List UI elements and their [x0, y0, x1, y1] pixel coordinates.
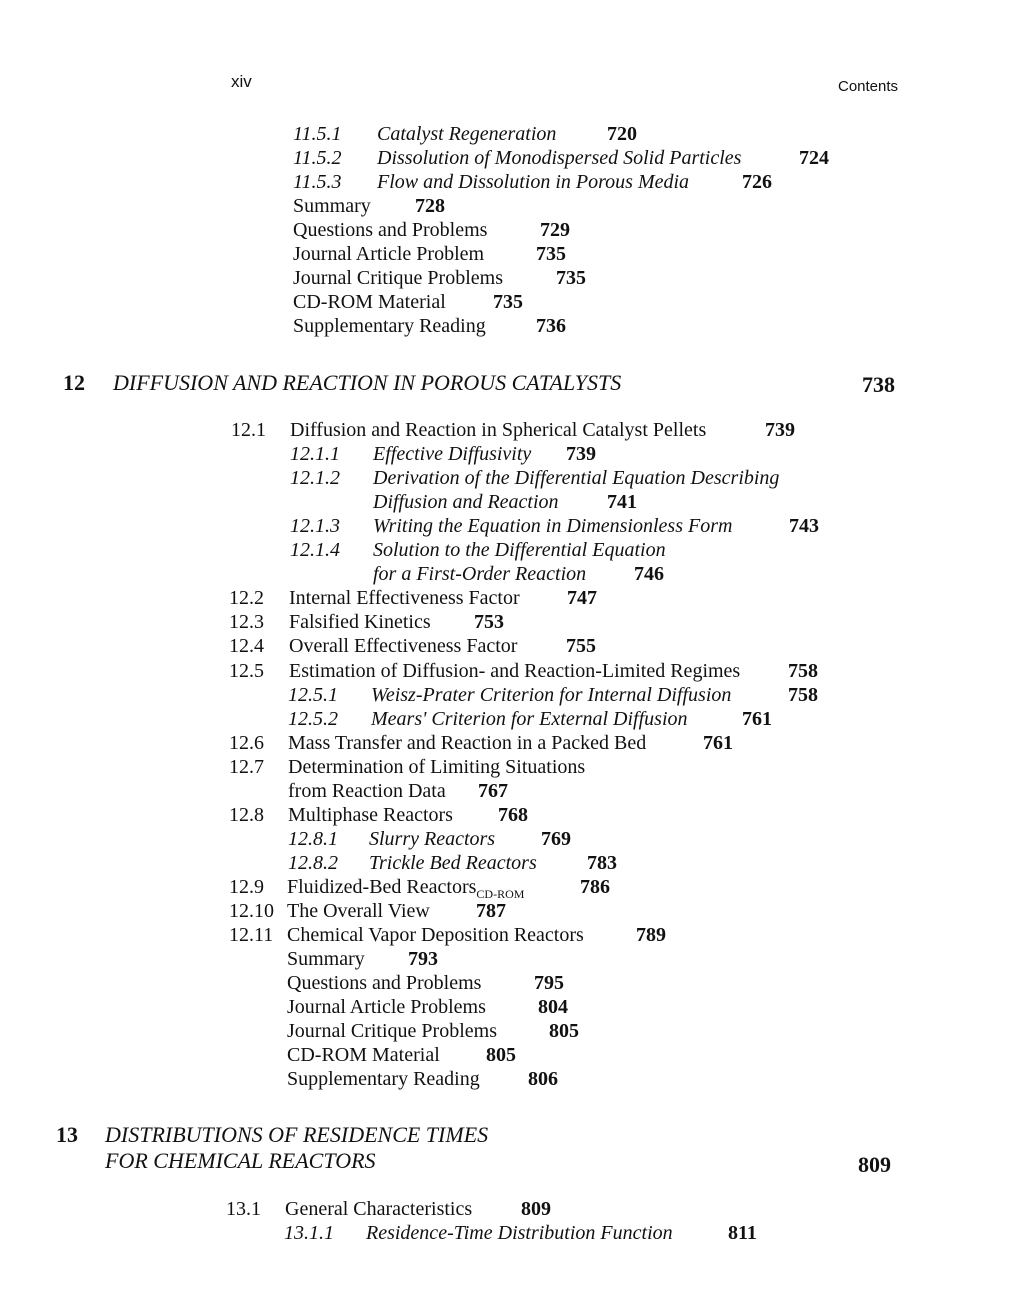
toc-title: for a First-Order Reaction: [373, 563, 587, 585]
toc-title: Journal Article Problems: [287, 996, 486, 1018]
page-number: xiv: [231, 72, 252, 91]
toc-page: 746: [634, 563, 664, 585]
toc-title: Flow and Dissolution in Porous Media: [377, 171, 690, 193]
toc-page: 728: [415, 195, 445, 217]
toc-page: 735: [556, 267, 586, 289]
toc-num: 11.5.1: [293, 123, 342, 145]
toc-page: 804: [538, 996, 568, 1018]
toc-title: CD-ROM Material: [287, 1044, 440, 1066]
toc-title: Slurry Reactors: [369, 828, 496, 850]
toc-num: 12.6: [229, 732, 264, 754]
chapter-title-line1: DISTRIBUTIONS OF RESIDENCE TIMES: [105, 1122, 489, 1147]
toc-num: 12.8.2: [288, 852, 338, 874]
toc-page: 805: [549, 1020, 579, 1042]
toc-title: The Overall View: [287, 900, 430, 922]
toc-page: 729: [540, 219, 570, 241]
toc-page: 783: [587, 852, 617, 874]
toc-title: Writing the Equation in Dimensionless Form: [373, 515, 733, 537]
toc-title: Catalyst Regeneration: [377, 123, 557, 145]
toc-page: 735: [536, 243, 566, 265]
toc-num: 12.5.1: [288, 684, 338, 706]
toc-title: Derivation of the Differential Equation Describing: [373, 467, 780, 489]
toc-num: 12.11: [229, 924, 274, 946]
toc-num: 12.1.3: [290, 515, 340, 537]
toc-title: Summary: [287, 948, 365, 970]
toc-page: 747: [567, 587, 597, 609]
toc-title: Mears' Criterion for External Diffusion: [371, 708, 688, 730]
toc-title: Determination of Limiting Situations: [288, 756, 586, 778]
toc-num: 12.5.2: [288, 708, 338, 730]
toc-page: 741: [607, 491, 637, 513]
toc-page: 786: [580, 876, 610, 898]
toc-title: Multiphase Reactors: [288, 804, 453, 826]
toc-page: 761: [703, 732, 733, 754]
toc-num: 13.1: [226, 1198, 261, 1220]
toc-title: Journal Critique Problems: [293, 267, 503, 289]
toc-title: Chemical Vapor Deposition Reactors: [287, 924, 584, 946]
toc-page: 758: [788, 684, 818, 706]
toc-page: 735: [493, 291, 523, 313]
chapter-title: DIFFUSION AND REACTION IN POROUS CATALYSTS: [113, 370, 622, 395]
toc-title: Trickle Bed Reactors: [369, 852, 537, 874]
toc-title: Effective Diffusivity: [373, 443, 532, 465]
toc-page: 793: [408, 948, 438, 970]
toc-page: 761: [742, 708, 772, 730]
toc-title: Summary: [293, 195, 371, 217]
toc-title: from Reaction Data: [288, 780, 446, 802]
toc-num: 12.10: [229, 900, 274, 922]
toc-title: Estimation of Diffusion- and Reaction-Limited Regimes: [289, 660, 741, 682]
toc-page: 795: [534, 972, 564, 994]
toc-num: 12.8.1: [288, 828, 338, 850]
toc-title: Mass Transfer and Reaction in a Packed Bed: [288, 732, 647, 754]
chapter-page: 809: [858, 1152, 891, 1177]
toc-page: 787: [476, 900, 506, 922]
toc-page: 805: [486, 1044, 516, 1066]
toc-page: 736: [536, 315, 566, 337]
toc-page: 755: [566, 635, 596, 657]
toc-page: 743: [789, 515, 819, 537]
toc-title: General Characteristics: [285, 1198, 473, 1220]
toc-num: 12.2: [229, 587, 264, 609]
toc-title: Supplementary Reading: [287, 1068, 480, 1090]
toc-num: 12.1.4: [290, 539, 340, 561]
toc-page: 769: [541, 828, 571, 850]
toc-num: 12.9: [229, 876, 264, 898]
toc-num: 12.5: [229, 660, 264, 682]
toc-title: Solution to the Differential Equation: [373, 539, 666, 561]
chapter-page: 738: [862, 372, 895, 397]
toc-title: Overall Effectiveness Factor: [289, 635, 518, 657]
chapter-number: 12: [63, 370, 85, 395]
toc-num: 12.3: [229, 611, 264, 633]
toc-page: 726: [742, 171, 772, 193]
toc-page: 767: [478, 780, 508, 802]
toc-title: Internal Effectiveness Factor: [289, 587, 520, 609]
toc-title: Fluidized-Bed Reactors: [287, 876, 477, 898]
toc-num: 12.8: [229, 804, 264, 826]
toc-num: 11.5.2: [293, 147, 342, 169]
toc-page: 758: [788, 660, 818, 682]
toc-page: 768: [498, 804, 528, 826]
toc-title: Weisz-Prater Criterion for Internal Diffusion: [371, 684, 732, 706]
toc-title: Journal Critique Problems: [287, 1020, 497, 1042]
toc-num: 11.5.3: [293, 171, 342, 193]
toc-title: Supplementary Reading: [293, 315, 486, 337]
cd-rom-subscript: CD-ROM: [476, 887, 525, 901]
toc-title: Diffusion and Reaction: [373, 491, 559, 513]
toc-page: 739: [566, 443, 596, 465]
toc-num: 12.1.2: [290, 467, 340, 489]
toc-page: 789: [636, 924, 666, 946]
toc-title: Dissolution of Monodispersed Solid Particles: [377, 147, 742, 169]
running-title: Contents: [838, 78, 899, 95]
chapter-title-line2: FOR CHEMICAL REACTORS: [105, 1148, 376, 1173]
toc-page: 753: [474, 611, 504, 633]
toc-num: 12.1.1: [290, 443, 340, 465]
toc-num: 12.1: [231, 419, 266, 441]
toc-title: Falsified Kinetics: [289, 611, 431, 633]
toc-num: 12.4: [229, 635, 264, 657]
toc-title: Journal Article Problem: [293, 243, 485, 265]
toc-page: 809: [521, 1198, 551, 1220]
chapter-number: 13: [56, 1122, 78, 1147]
toc-page: 739: [765, 419, 795, 441]
toc-page: 806: [528, 1068, 558, 1090]
toc-title: Questions and Problems: [293, 219, 488, 241]
toc-page: 724: [799, 147, 829, 169]
toc-title: Questions and Problems: [287, 972, 482, 994]
toc-title: CD-ROM Material: [293, 291, 446, 313]
toc-title: Residence-Time Distribution Function: [366, 1222, 673, 1244]
toc-page: 811: [728, 1222, 757, 1244]
toc-num: 13.1.1: [284, 1222, 334, 1244]
toc-title: Diffusion and Reaction in Spherical Catalyst Pellets: [290, 419, 707, 441]
toc-num: 12.7: [229, 756, 264, 778]
toc-page: 720: [607, 123, 637, 145]
